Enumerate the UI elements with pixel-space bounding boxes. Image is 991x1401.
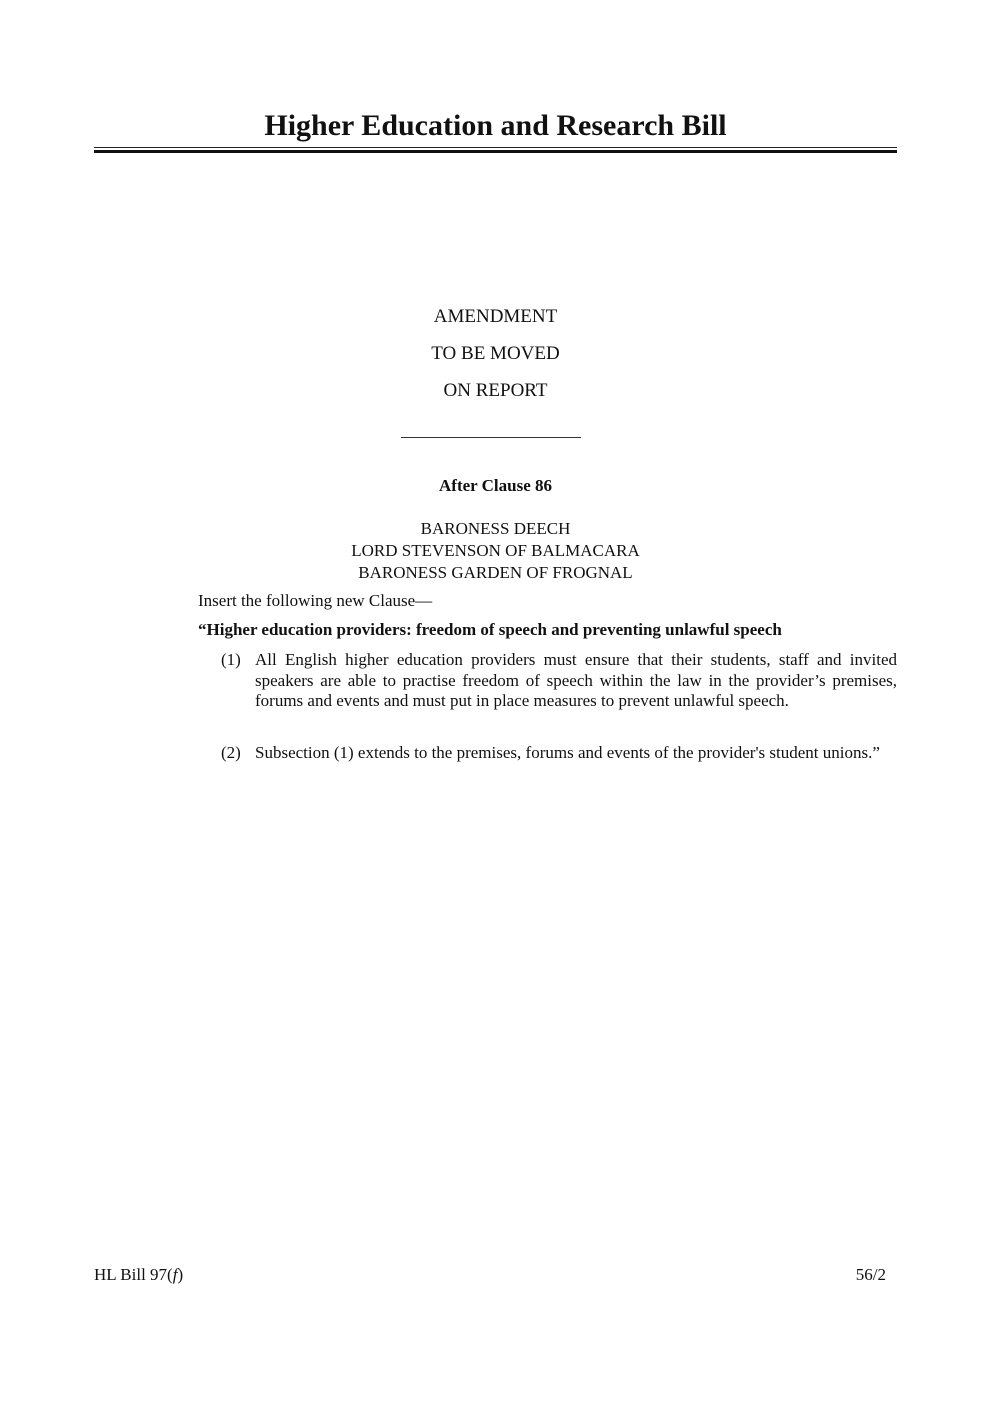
- title-rule-thick: [94, 150, 897, 153]
- page-reference: 56/2: [855, 1265, 886, 1284]
- subsection-1: [221, 650, 897, 712]
- amendment-heading-line-1: AMENDMENT: [433, 306, 558, 327]
- clause-title: “Higher education providers: freedom of speech and preventing unlawful speech: [198, 620, 782, 639]
- sponsor: LORD STEVENSON OF BALMACARA: [351, 541, 640, 560]
- amendment-heading-line-2: TO BE MOVED: [431, 343, 560, 364]
- bill-reference: [94, 1265, 183, 1285]
- subsection-number: (2): [221, 743, 241, 762]
- sponsor: BARONESS DEECH: [420, 519, 571, 538]
- bill-ref-italic: f: [172, 1265, 178, 1284]
- section-divider: [401, 437, 581, 438]
- bill-ref-prefix: HL Bill 97(: [94, 1265, 173, 1284]
- subsection-text: Subsection (1) extends to the premises, forums and events of the provider's student unions.”: [255, 743, 880, 762]
- bill-ref-suffix: ): [177, 1265, 184, 1284]
- subsection-number: (1): [221, 650, 241, 669]
- sponsors-list: [0, 518, 991, 584]
- after-clause-heading: After Clause 86: [439, 476, 552, 495]
- amendment-heading-line-3: ON REPORT: [443, 380, 548, 401]
- sponsor: BARONESS GARDEN OF FROGNAL: [358, 563, 633, 582]
- insert-instruction: Insert the following new Clause—: [198, 591, 433, 610]
- document-title: Higher Education and Research Bill: [264, 109, 727, 142]
- subsection-text: All English higher education providers must ensure that their students, staff and invited speakers are able to practise freedom of speech within the law in the provider’s premises, forums and events and must put in place measures to prevent unlawful speech.: [255, 650, 897, 710]
- title-rule-thin: [94, 147, 897, 148]
- subsection-2: [221, 743, 897, 764]
